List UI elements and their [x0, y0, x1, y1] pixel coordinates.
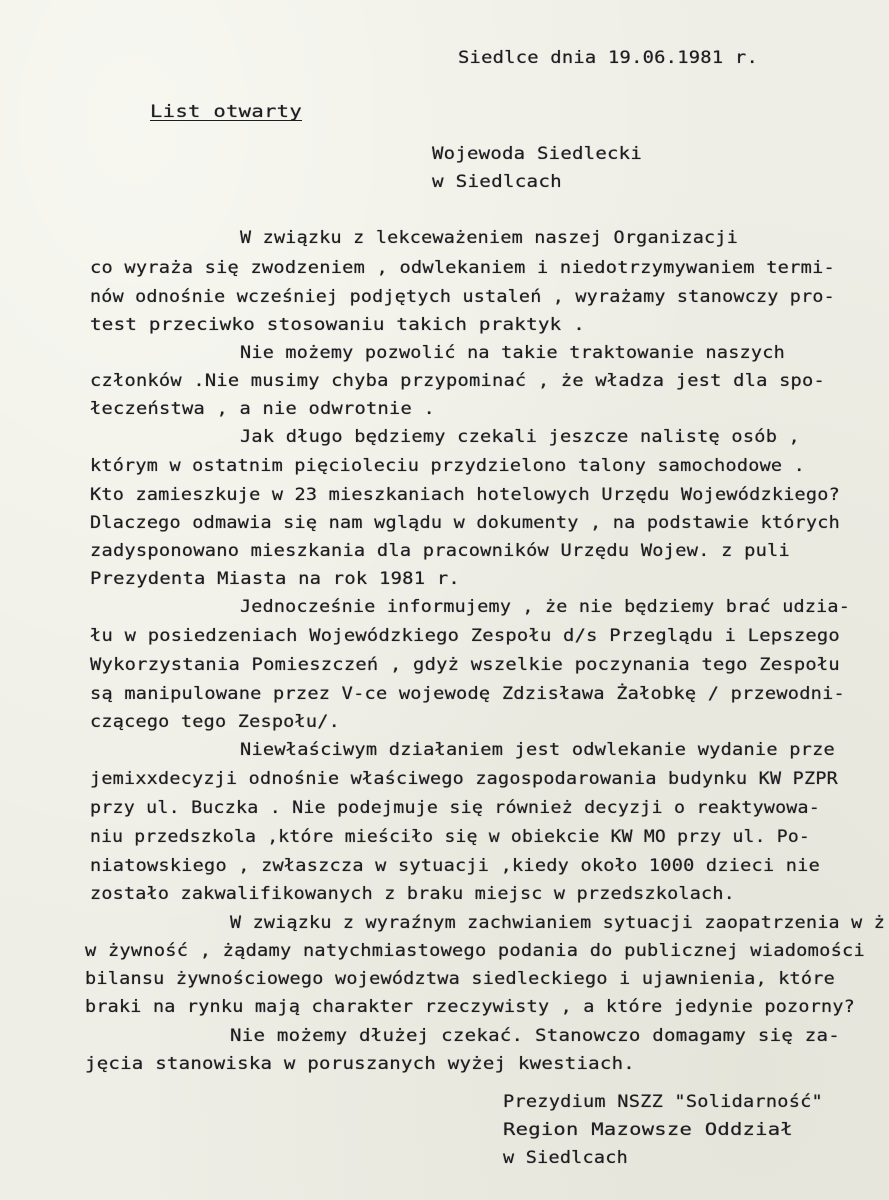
signature-line: w Siedlcach — [503, 1148, 629, 1167]
body-line: W związku z wyraźnym zachwianiem sytuacji zaopatrzenia w ż — [230, 913, 886, 932]
body-line: są manipulowane przez V-ce wojewodę Zdzisława Żałobkę / przewodni- — [90, 684, 846, 703]
body-line: zadysponowano mieszkania dla pracowników Urzędu Wojew. z puli — [90, 541, 791, 560]
recipient-line: Wojewoda Siedlecki — [432, 144, 642, 163]
body-line: łeczeństwa , a nie odwrotnie . — [90, 399, 435, 418]
body-line: jęcia stanowiska w poruszanych wyżej kwestiach. — [85, 1054, 636, 1073]
body-line: członków .Nie musimy chyba przypominać , że władza jest dla spo- — [90, 371, 826, 390]
body-line: bilansu żywnościowego województwa siedleckiego i ujawnienia, które — [85, 969, 836, 988]
body-line: w żywność , żądamy natychmiastowego podania do publicznej wiadomości — [85, 941, 865, 960]
body-line: którym w ostatnim pięcioleciu przydzielono talony samochodowe . — [90, 456, 805, 475]
signature-line: Prezydium NSZZ "Solidarność" — [503, 1092, 823, 1111]
body-line: Nie możemy dłużej czekać. Stanowczo domagamy się za- — [230, 1026, 840, 1045]
body-line: niu przedszkola ,które mieściło się w obiekcie KW MO przy ul. Po- — [90, 827, 810, 846]
signature-line: Region Mazowsze Oddział — [503, 1120, 794, 1139]
body-line: łu w posiedzeniach Wojewódzkiego Zespołu d/s Przeglądu i Lepszego — [90, 626, 840, 645]
letter-title: List otwarty — [150, 102, 303, 121]
body-line: Prezydenta Miasta na rok 1981 r. — [90, 569, 461, 588]
body-line: test przeciwko stosowaniu takich praktyk . — [90, 315, 585, 334]
body-line: niatowskiego , zwłaszcza w sytuacji ,kiedy około 1000 dzieci nie — [90, 856, 820, 875]
body-line: braki na rynku mają charakter rzeczywisty , a które jedynie pozorny? — [85, 997, 855, 1016]
body-line: przy ul. Buczka . Nie podejmuje się również decyzji o reaktywowa- — [90, 798, 821, 817]
body-line: Jak długo będziemy czekali jeszcze nalistę osób , — [240, 427, 800, 446]
body-line: Kto zamieszkuje w 23 mieszkaniach hotelowych Urzędu Wojewódzkiego? — [90, 485, 841, 504]
body-line: Nie możemy pozwolić na takie traktowanie naszych — [240, 343, 785, 362]
body-line: Wykorzystania Pomieszczeń , gdyż wszelkie poczynania tego Zespołu — [90, 655, 840, 674]
body-line: co wyraża się zwodzeniem , odwlekaniem i niedotrzymywaniem termi- — [90, 258, 835, 277]
body-line: W związku z lekceważeniem naszej Organizacji — [240, 228, 739, 247]
body-line: zostało zakwalifikowanych z braku miejsc w przedszkolach. — [90, 884, 735, 903]
body-line: Niewłaściwym działaniem jest odwlekanie wydanie prze — [240, 740, 836, 759]
body-line: nów odnośnie wcześniej podjętych ustaleń , wyrażamy stanowczy pro- — [90, 287, 835, 306]
body-line: jemixxdecyzji odnośnie właściwego zagospodarowania budynku KW PZPR — [90, 769, 839, 788]
recipient-line: w Siedlcach — [432, 172, 562, 191]
body-line: Dlaczego odmawia się nam wglądu w dokumenty , na podstawie których — [90, 513, 841, 532]
body-line: Jednocześnie informujemy , że nie będziemy brać udzia- — [240, 597, 850, 616]
place-date: Siedlce dnia 19.06.1981 r. — [458, 48, 759, 67]
body-line: czącego tego Zespołu/. — [90, 712, 341, 731]
